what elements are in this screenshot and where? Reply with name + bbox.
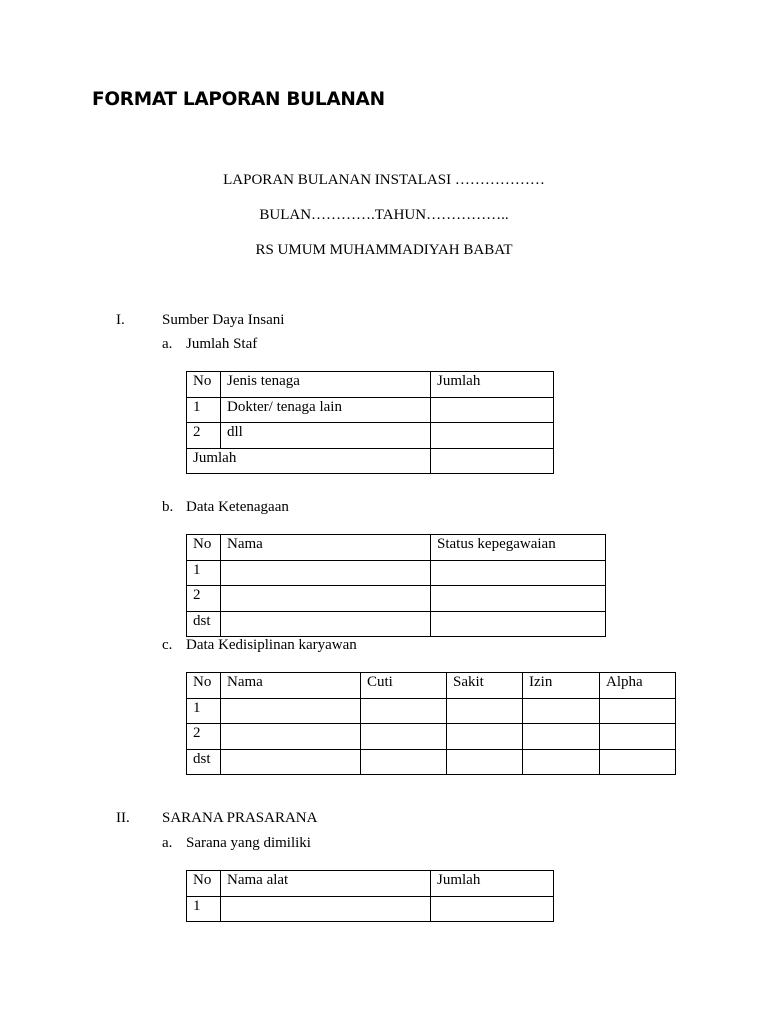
total-value-cell	[431, 448, 554, 474]
header-cell-nama: Nama	[221, 535, 431, 561]
table-cell	[600, 724, 676, 750]
table-header-row	[187, 372, 554, 398]
table-cell	[431, 560, 606, 586]
header-cell-jenis-tenaga: Jenis tenaga	[221, 372, 431, 398]
table-header-row	[187, 673, 676, 699]
subsection-1b-letter: b.	[162, 499, 174, 515]
table-cell: dst	[187, 611, 221, 637]
table-cell	[523, 749, 600, 775]
table-row	[187, 560, 606, 586]
table-row	[187, 698, 676, 724]
table-cell: dst	[187, 749, 221, 775]
header-cell-izin: Izin	[523, 673, 600, 699]
header-cell-no: No	[187, 372, 221, 398]
section-2-title: SARANA PRASARANA	[162, 810, 318, 826]
table-cell	[221, 586, 431, 612]
table-cell: 2	[187, 586, 221, 612]
table-cell: 1	[187, 397, 221, 423]
table-cell	[361, 698, 447, 724]
section-1-title: Sumber Daya Insani	[162, 312, 285, 328]
table-cell	[361, 749, 447, 775]
header-cell-jumlah: Jumlah	[431, 871, 554, 897]
subsection-2a-label: Sarana yang dimiliki	[186, 835, 311, 851]
document-title: FORMAT LAPORAN BULANAN	[92, 89, 385, 110]
table-header-row	[187, 871, 554, 897]
table-total-row	[187, 448, 554, 474]
table-cell	[431, 423, 554, 449]
table-cell	[600, 749, 676, 775]
header-cell-status: Status kepegawaian	[431, 535, 606, 561]
table-cell	[431, 896, 554, 922]
header-cell-sakit: Sakit	[447, 673, 523, 699]
table-cell: 2	[187, 724, 221, 750]
header-cell-no: No	[187, 673, 221, 699]
table-cell	[447, 724, 523, 750]
table-cell	[447, 749, 523, 775]
table-cell	[447, 698, 523, 724]
subsection-2a-letter: a.	[162, 835, 173, 851]
table-cell	[221, 749, 361, 775]
report-header-line-1: LAPORAN BULANAN INSTALASI ………………	[223, 172, 545, 188]
discipline-data-table	[186, 672, 676, 775]
header-cell-jumlah: Jumlah	[431, 372, 554, 398]
facilities-table	[186, 870, 554, 922]
table-cell: 1	[187, 896, 221, 922]
table-header-row	[187, 535, 606, 561]
table-row	[187, 611, 606, 637]
table-cell	[431, 611, 606, 637]
table-cell	[221, 560, 431, 586]
table-cell	[361, 724, 447, 750]
table-cell	[523, 698, 600, 724]
table-cell	[221, 896, 431, 922]
subsection-1c-label: Data Kedisiplinan karyawan	[186, 637, 357, 653]
table-cell: 2	[187, 423, 221, 449]
table-cell: 1	[187, 698, 221, 724]
table-row	[187, 586, 606, 612]
total-label-cell: Jumlah	[187, 448, 431, 474]
staffing-data-table	[186, 534, 606, 637]
header-cell-no: No	[187, 535, 221, 561]
section-2-number: II.	[116, 810, 130, 826]
subsection-1c-letter: c.	[162, 637, 173, 653]
subsection-1b-label: Data Ketenagaan	[186, 499, 289, 515]
report-header-line-2: BULAN………….TAHUN……………..	[259, 207, 509, 223]
staff-count-table	[186, 371, 554, 474]
subsection-1a-letter: a.	[162, 336, 173, 352]
table-cell	[600, 698, 676, 724]
table-cell	[221, 698, 361, 724]
table-row	[187, 724, 676, 750]
table-row	[187, 749, 676, 775]
table-cell	[431, 397, 554, 423]
table-cell: 1	[187, 560, 221, 586]
table-cell	[431, 586, 606, 612]
table-cell	[523, 724, 600, 750]
table-row	[187, 397, 554, 423]
table-cell	[221, 611, 431, 637]
table-row	[187, 423, 554, 449]
table-row	[187, 896, 554, 922]
table-cell: Dokter/ tenaga lain	[221, 397, 431, 423]
header-cell-alpha: Alpha	[600, 673, 676, 699]
table-cell	[221, 724, 361, 750]
section-1-number: I.	[116, 312, 125, 328]
table-cell: dll	[221, 423, 431, 449]
header-cell-nama: Nama	[221, 673, 361, 699]
header-cell-cuti: Cuti	[361, 673, 447, 699]
header-cell-no: No	[187, 871, 221, 897]
header-cell-nama-alat: Nama alat	[221, 871, 431, 897]
subsection-1a-label: Jumlah Staf	[186, 336, 258, 352]
report-header-line-3: RS UMUM MUHAMMADIYAH BABAT	[255, 242, 513, 258]
